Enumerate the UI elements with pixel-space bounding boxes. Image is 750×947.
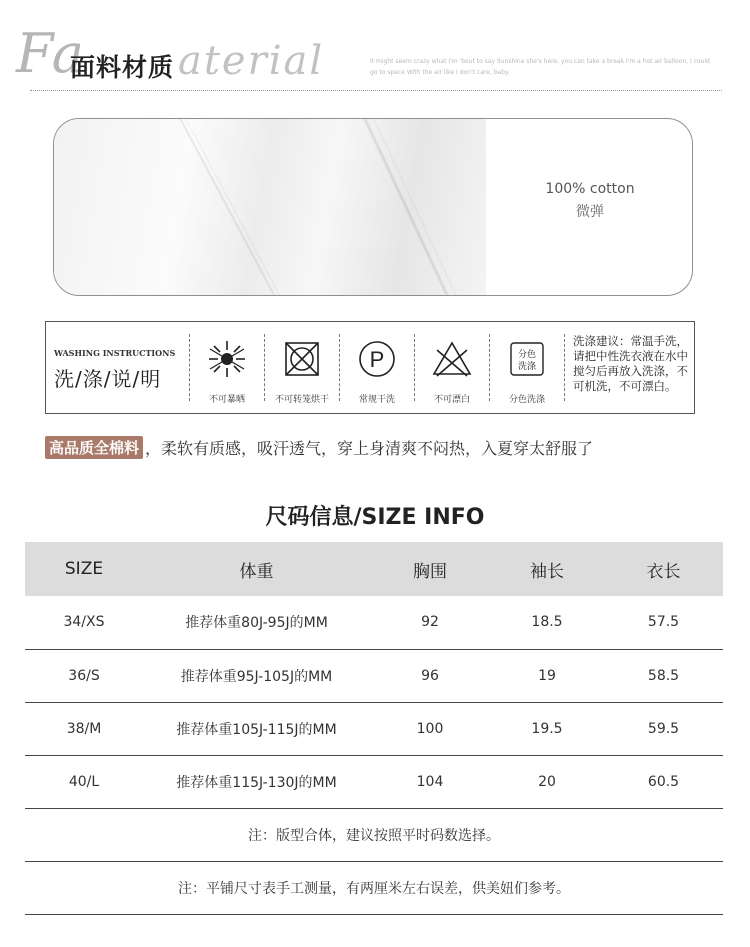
decorative-tagline: It might seem crazy what I'm 'bout to say Sunshine she's here, you can take a break I'm a hot air balloon, I could go to space With the air like I don't care, baby. bbox=[370, 58, 710, 76]
quality-description: ，柔软有质感，吸汗透气，穿上身清爽不闷热，入夏穿太舒服了 bbox=[145, 438, 594, 458]
washing-title-en: WASHING INSTRUCTIONS bbox=[54, 348, 176, 358]
wash-label: 不可漂白 bbox=[433, 395, 470, 405]
cell-length: 58.5 bbox=[604, 649, 723, 702]
wash-item-no-bleach bbox=[415, 322, 489, 413]
no-sun-icon bbox=[206, 338, 248, 380]
cell-weight: 推荐体重80J-95J的MM bbox=[143, 596, 370, 649]
header-divider bbox=[30, 90, 722, 91]
decorative-script-aterial: aterial bbox=[178, 38, 325, 84]
cell-length: 60.5 bbox=[604, 755, 723, 808]
washing-instructions bbox=[45, 321, 695, 414]
cell-sleeve: 20 bbox=[490, 755, 604, 808]
column-header-sleeve: 袖长 bbox=[490, 542, 604, 596]
wash-label: 不可转笼烘干 bbox=[274, 395, 329, 405]
size-info-title: 尺码信息/SIZE INFO bbox=[265, 505, 485, 530]
wash-item-dry-clean bbox=[340, 322, 414, 413]
wash-label: 分色洗涤 bbox=[508, 395, 545, 405]
cell-chest: 96 bbox=[370, 649, 490, 702]
wash-item-wash-separately bbox=[490, 322, 564, 413]
cell-size: 36/S bbox=[25, 649, 143, 702]
size-note-fit: 注：版型合体，建议按照平时码数选择。 bbox=[25, 808, 723, 861]
table-row bbox=[25, 702, 723, 755]
size-table bbox=[25, 542, 723, 915]
fabric-card bbox=[53, 118, 693, 296]
wash-item-no-tumble-dry bbox=[265, 322, 339, 413]
cell-length: 59.5 bbox=[604, 702, 723, 755]
cell-chest: 104 bbox=[370, 755, 490, 808]
table-note-row bbox=[25, 861, 723, 914]
cell-size: 34/XS bbox=[25, 596, 143, 649]
column-header-size: SIZE bbox=[25, 542, 143, 596]
no-tumble-dry-icon bbox=[281, 338, 323, 380]
cell-chest: 100 bbox=[370, 702, 490, 755]
cell-weight: 推荐体重105J-115J的MM bbox=[143, 702, 370, 755]
table-header-row bbox=[25, 542, 723, 596]
no-bleach-icon bbox=[431, 338, 473, 380]
table-row bbox=[25, 649, 723, 702]
cell-size: 40/L bbox=[25, 755, 143, 808]
cell-weight: 推荐体重115J-130J的MM bbox=[143, 755, 370, 808]
fabric-material: 100% cotton bbox=[545, 181, 635, 197]
cell-length: 57.5 bbox=[604, 596, 723, 649]
wash-label: 常规干洗 bbox=[358, 395, 395, 405]
size-note-measurement: 注：平铺尺寸表手工测量，有两厘米左右误差，供美妞们参考。 bbox=[25, 861, 723, 914]
cell-size: 38/M bbox=[25, 702, 143, 755]
table-row bbox=[25, 755, 723, 808]
column-header-length: 衣长 bbox=[604, 542, 723, 596]
washing-advice: 洗涤建议：常温手洗，请把中性洗衣液在水中搅匀后再放入洗涤，不可机洗，不可漂白。 bbox=[573, 334, 688, 393]
fabric-info bbox=[486, 181, 693, 221]
fabric-photo bbox=[54, 119, 486, 296]
svg-text:洗涤: 洗涤 bbox=[517, 362, 537, 372]
fabric-section-title: 面料材质 bbox=[70, 53, 175, 82]
column-header-weight: 体重 bbox=[143, 542, 370, 596]
washing-title bbox=[46, 322, 189, 413]
cell-sleeve: 18.5 bbox=[490, 596, 604, 649]
decorative-script-f: Fa bbox=[16, 22, 86, 85]
section-header bbox=[0, 0, 750, 100]
cell-chest: 92 bbox=[370, 596, 490, 649]
wash-label: 不可暴晒 bbox=[208, 395, 245, 405]
wash-item-no-sun bbox=[190, 322, 264, 413]
dry-clean-icon bbox=[356, 338, 398, 380]
cell-weight: 推荐体重95J-105J的MM bbox=[143, 649, 370, 702]
wash-separately-icon bbox=[506, 338, 548, 380]
quality-line bbox=[45, 436, 593, 458]
cell-sleeve: 19.5 bbox=[490, 702, 604, 755]
fabric-stretch: 微弹 bbox=[576, 204, 604, 220]
svg-text:P: P bbox=[369, 347, 385, 372]
table-row bbox=[25, 596, 723, 649]
svg-text:分色: 分色 bbox=[517, 350, 537, 360]
cell-sleeve: 19 bbox=[490, 649, 604, 702]
washing-title-cn: 洗/涤/说/明 bbox=[54, 367, 162, 391]
column-header-chest: 胸围 bbox=[370, 542, 490, 596]
quality-badge: 高品质全棉料 bbox=[45, 436, 143, 459]
table-note-row bbox=[25, 808, 723, 861]
